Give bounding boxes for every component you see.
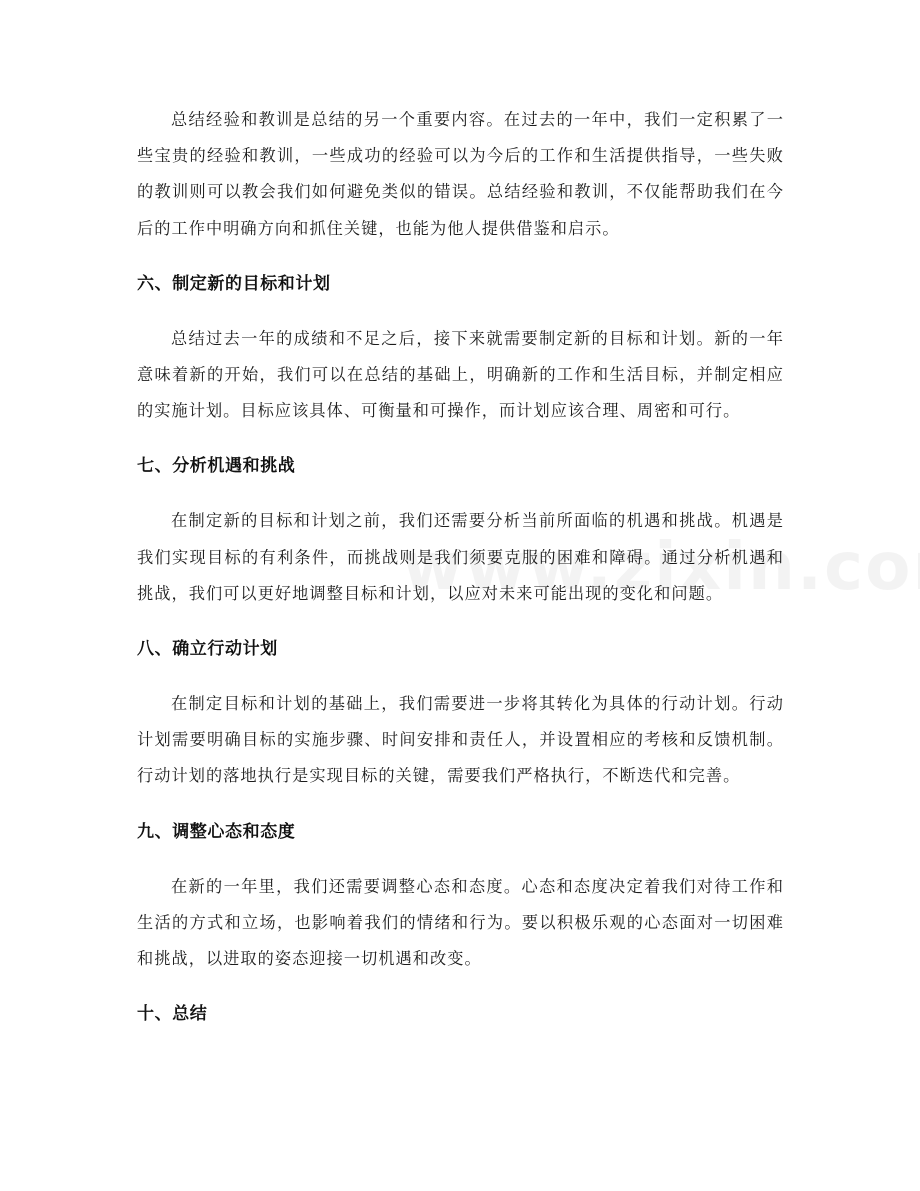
document-body <box>137 102 784 1032</box>
paragraph-new-goals: 总结过去一年的成绩和不足之后，接下来就需要制定新的目标和计划。新的一年意味着新的开始，我们可以在总结的基础上，明确新的工作和生活目标，并制定相应的实施计划。目标应该具体、可衡量和可操作，而计划应该合理、周密和可行。 <box>137 328 784 421</box>
paragraph-action-plan: 在制定目标和计划的基础上，我们需要进一步将其转化为具体的行动计划。行动计划需要明确目标的实施步骤、时间安排和责任人，并设置相应的考核和反馈机制。行动计划的落地执行是实现目标的关键，需要我们严格执行，不断迭代和完善。 <box>137 694 784 786</box>
heading-new-goals: 六、制定新的目标和计划 <box>137 273 331 294</box>
paragraph-opportunities: 在制定新的目标和计划之前，我们还需要分析当前所面临的机遇和挑战。机遇是我们实现目标的有利条件，而挑战则是我们须要克服的困难和障碍。通过分析机遇和挑战，我们可以更好地调整目标和计划，以应对未来可能出现的变化和问题。 <box>137 511 784 603</box>
paragraph-lessons: 总结经验和教训是总结的另一个重要内容。在过去的一年中，我们一定积累了一些宝贵的经验和教训，一些成功的经验可以为今后的工作和生活提供指导，一些失败的教训则可以教会我们如何避免类似的错误。总结经验和教训，不仅能帮助我们在今后的工作中明确方向和抓住关键，也能为他人提供借鉴和启示。 <box>137 110 784 238</box>
heading-summary: 十、总结 <box>137 1004 208 1025</box>
heading-action-plan: 八、确立行动计划 <box>137 639 278 660</box>
heading-mindset: 九、调整心态和态度 <box>137 821 296 842</box>
paragraph-mindset: 在新的一年里，我们还需要调整心态和态度。心态和态度决定着我们对待工作和生活的方式和立场，也影响着我们的情绪和行为。要以积极乐观的心态面对一切困难和挑战，以进取的姿态迎接一切机遇和改变。 <box>137 876 784 969</box>
heading-opportunities: 七、分析机遇和挑战 <box>137 456 296 477</box>
